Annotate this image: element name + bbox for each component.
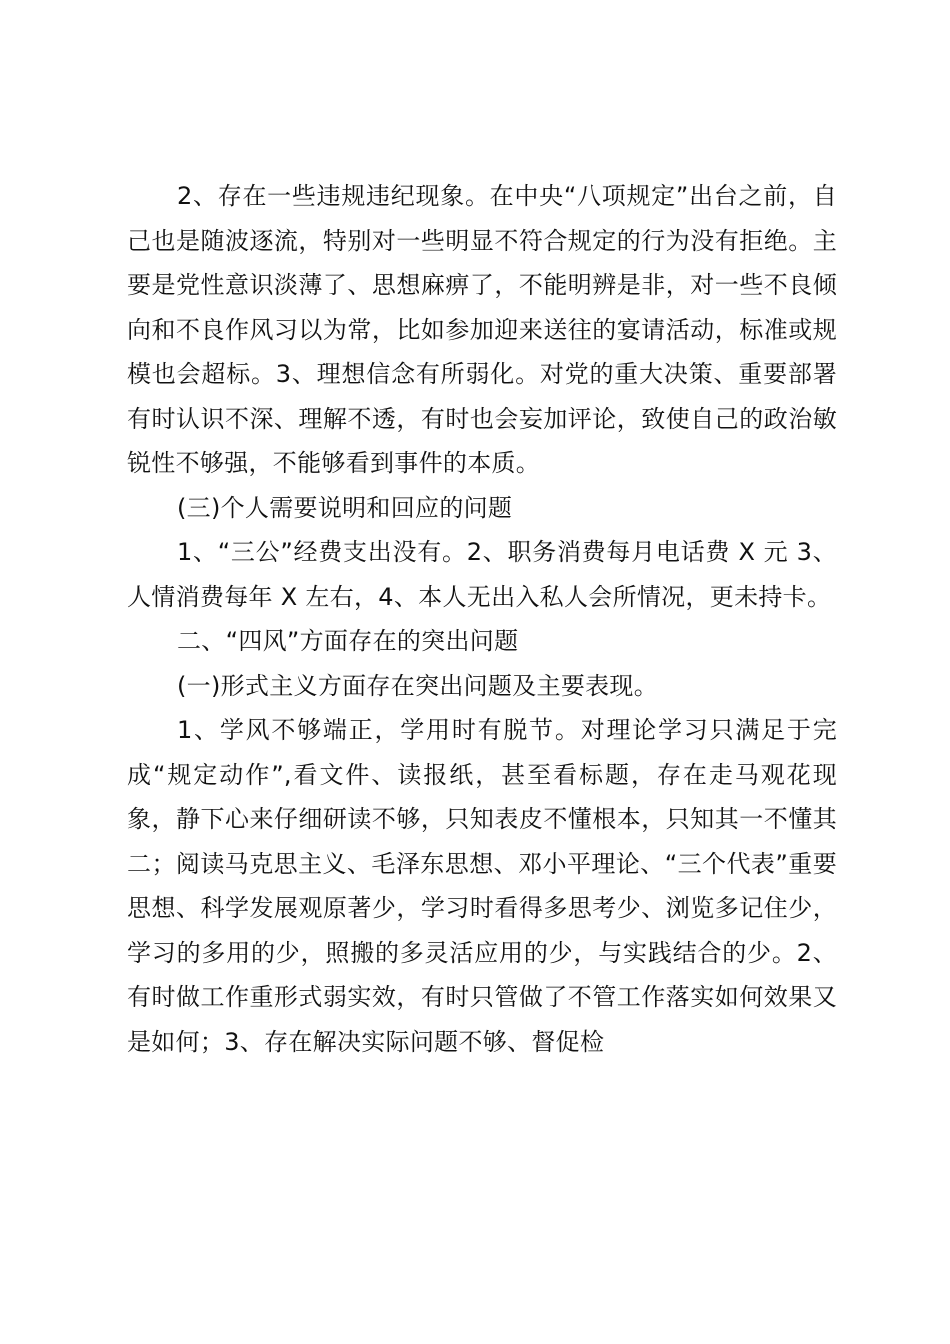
paragraph-violations: 2、存在一些违规违纪现象。在中央“八项规定”出台之前，自己也是随波逐流，特别对一些明显不符合规定的行为没有拒绝。主要是党性意识淡薄了、思想麻痹了，不能明辨是非，对一些不良倾向和不良作风习以为常，比如参加迎来送往的宴请活动，标准或规模也会超标。3、理想信念有所弱化。对党的重大决策、重要部署有时认识不深、理解不透，有时也会妄加评论，致使自己的政治敏锐性不够强，不能够看到事件的本质。 <box>127 182 837 477</box>
paragraph-expenses: 1、“三公”经费支出没有。2、职务消费每月电话费 X 元 3、人情消费每年 X 左右，4、本人无出入私人会所情况，更未持卡。 <box>127 538 837 611</box>
heading-formalism: (一)形式主义方面存在突出问题及主要表现。 <box>177 671 659 700</box>
heading-personal-explanation: (三)个人需要说明和回应的问题 <box>177 493 513 522</box>
document-body <box>127 174 837 1064</box>
paragraph-study-style: 1、学风不够端正，学用时有脱节。对理论学习只满足于完成“规定动作”,看文件、读报纸，甚至看标题，存在走马观花现象，静下心来仔细研读不够，只知表皮不懂根本，只知其一不懂其二；阅读马克思主义、毛泽东思想、邓小平理论、“三个代表”重要思想、科学发展观原著少，学习时看得多思考少、浏览多记住少，学习的多用的少，照搬的多灵活应用的少，与实践结合的少。2、有时做工作重形式弱实效，有时只管做了不管工作落实如何效果又是如何；3、存在解决实际问题不够、督促检 <box>127 716 837 1056</box>
heading-four-winds: 二、“四风”方面存在的突出问题 <box>177 627 519 655</box>
